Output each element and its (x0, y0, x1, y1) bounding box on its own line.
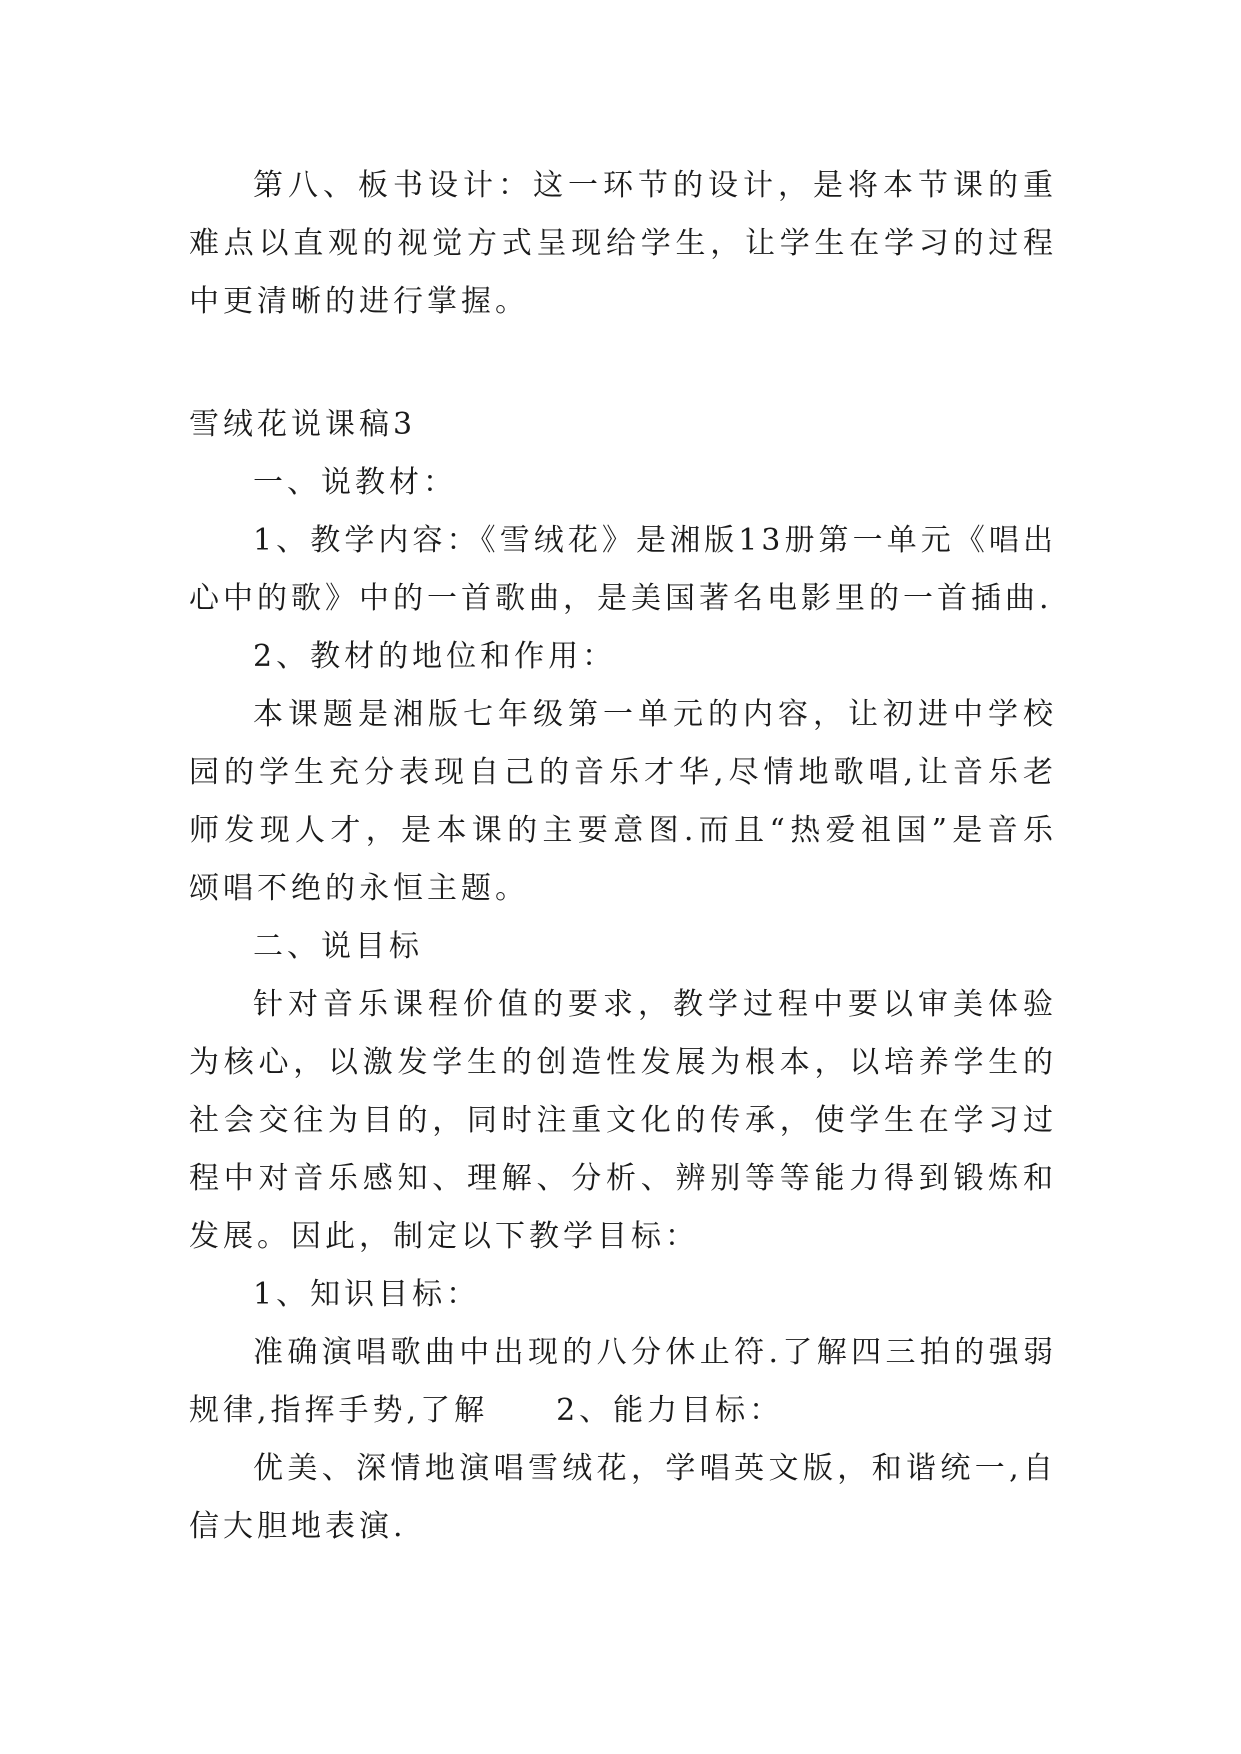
paragraph: 第八、板书设计：这一环节的设计，是将本节课的重难点以直观的视觉方式呈现给学生，让学生在学习的过程中更清晰的进行掌握。 (189, 168, 1057, 319)
section-lesson-plan-3 (189, 396, 1057, 1556)
paragraph-objectives: 针对音乐课程价值的要求，教学过程中要以审美体验为核心，以激发学生的创造性发展为根本，以培养学生的社会交往为目的，同时注重文化的传承，使学生在学习过程中对音乐感知、理解、分析、辨别等等能力得到锻炼和发展。因此，制定以下教学目标： (189, 987, 1057, 1254)
section-title: 雪绒花说课稿3 (189, 407, 417, 442)
paragraph-ability-goal: 优美、深情地演唱雪绒花，学唱英文版，和谐统一,自信大胆地表演. (189, 1451, 1057, 1544)
heading-objectives: 二、说目标 (253, 929, 423, 964)
paragraph-role: 本课题是湘版七年级第一单元的内容，让初进中学校园的学生充分表现自己的音乐才华,尽情地歌唱,让音乐老师发现人才，是本课的主要意图.而且“热爱祖国”是音乐颂唱不绝的永恒主题。 (189, 697, 1057, 906)
section-board-design (189, 157, 1057, 331)
heading-role: 2、教材的地位和作用： (253, 639, 617, 674)
heading-knowledge-goal: 1、知识目标： (253, 1277, 481, 1312)
paragraph-knowledge-goal: 准确演唱歌曲中出现的八分休止符.了解四三拍的强弱规律,指挥手势,了解 2、能力目标： (189, 1335, 1057, 1428)
paragraph-content: 1、教学内容：《雪绒花》是湘版13册第一单元《唱出心中的歌》中的一首歌曲，是美国著名电影里的一首插曲. (189, 523, 1057, 616)
heading-textbook: 一、说教材： (253, 465, 457, 500)
